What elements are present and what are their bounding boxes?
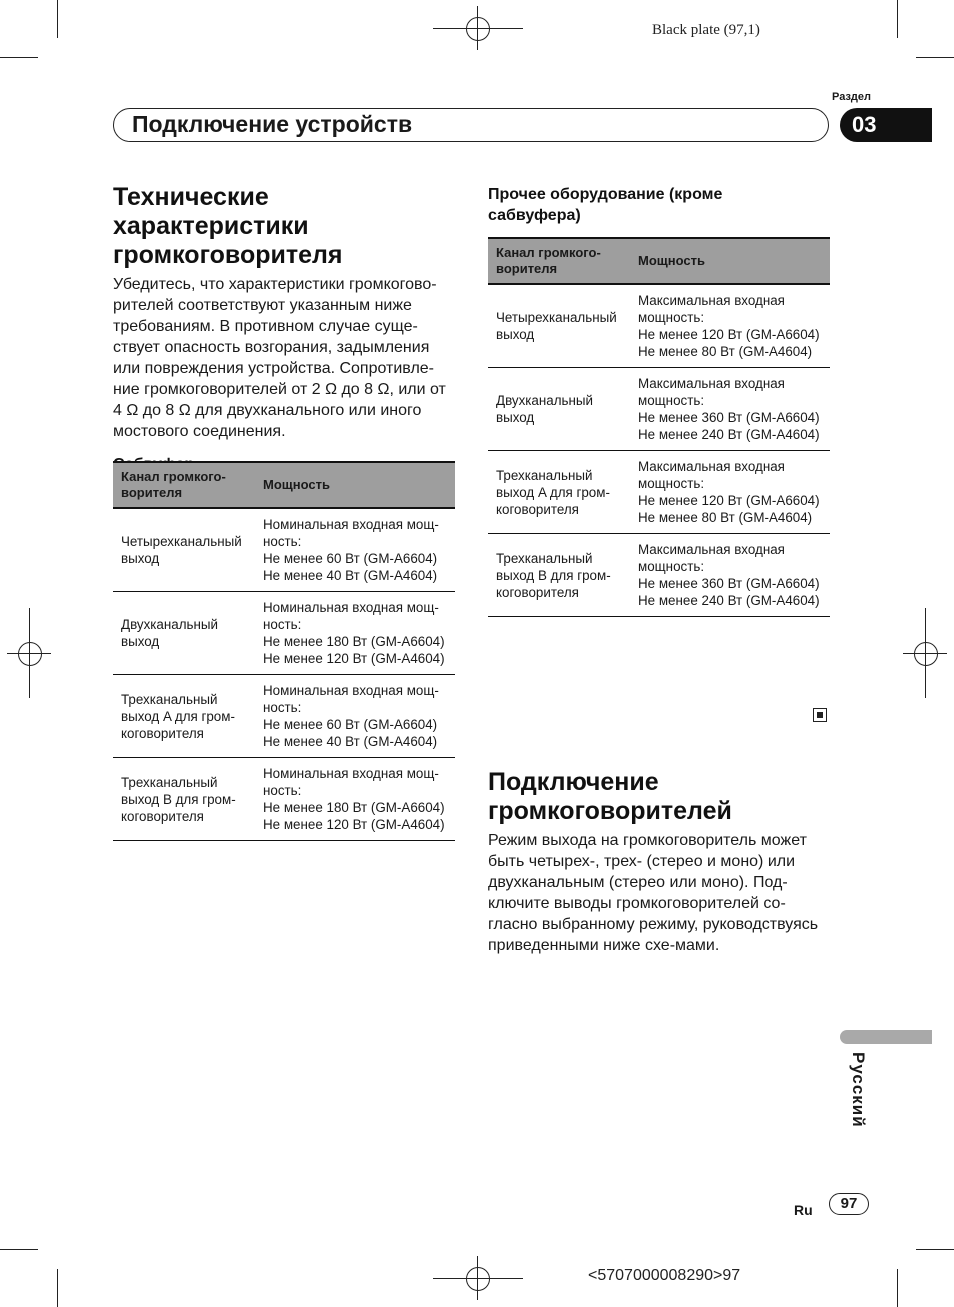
power-line: Не менее 80 Вт (GM-A4604) (638, 510, 813, 525)
cell-power (630, 368, 830, 451)
cell-power (255, 675, 455, 758)
cell-power (630, 451, 830, 534)
power-line: Не менее 120 Вт (GM-A4604) (263, 817, 445, 832)
crop-mark (0, 1249, 38, 1250)
power-line: Не менее 240 Вт (GM-A4604) (638, 593, 820, 608)
power-line: Номинальная входная мощ-ность: (263, 600, 439, 632)
registration-line (903, 653, 947, 654)
registration-target-icon (466, 1267, 490, 1291)
cell-power (255, 592, 455, 675)
cell-power (630, 284, 830, 368)
plate-label: Black plate (97,1) (652, 22, 760, 38)
column-header-channel: Канал громкого-ворителя (113, 462, 255, 508)
page-number: 97 (829, 1193, 869, 1215)
crop-mark (0, 57, 38, 58)
subwoofer-table (113, 461, 455, 841)
power-line: Максимальная входная мощность: (638, 376, 785, 408)
power-line: Номинальная входная мощ-ность: (263, 683, 439, 715)
cell-channel: Трехканальный выход B для гром-коговорителя (113, 758, 255, 841)
crop-mark (897, 1269, 898, 1307)
cell-channel: Трехканальный выход A для гром-коговорителя (113, 675, 255, 758)
power-line: Не менее 40 Вт (GM-A4604) (263, 734, 438, 749)
power-line: Максимальная входная мощность: (638, 293, 785, 325)
power-line: Номинальная входная мощ-ность: (263, 766, 439, 798)
crop-mark (916, 57, 954, 58)
cell-channel: Трехканальный выход A для гром-коговорителя (488, 451, 630, 534)
power-line: Не менее 240 Вт (GM-A4604) (638, 427, 820, 442)
crop-mark (897, 0, 898, 38)
power-line: Не менее 180 Вт (GM-A6604) (263, 800, 445, 815)
table-header-row (113, 462, 455, 508)
specs-intro: Убедитесь, что характеристики громкогово-рителей соответствуют указанным ниже требованиям. В противном случае суще-ствует опасность возгорания, задымления или повреждения устройства. Сопротивле-ние громкоговорителей от 2 Ω до 8 Ω, или от 4 Ω до 8 Ω для двухканального или иного мостового соединения. (113, 276, 446, 440)
registration-line (433, 28, 523, 29)
table-row (113, 758, 455, 841)
cell-channel: Трехканальный выход B для гром-коговорителя (488, 534, 630, 617)
language-label: Русский (849, 1052, 868, 1128)
table-row (488, 534, 830, 617)
table-row (113, 592, 455, 675)
cell-power (255, 758, 455, 841)
table-row (488, 451, 830, 534)
cell-power (630, 534, 830, 617)
page-title: Подключение устройств (113, 108, 829, 142)
power-line: Не менее 120 Вт (GM-A4604) (263, 651, 445, 666)
power-line: Не менее 60 Вт (GM-A6604) (263, 717, 438, 732)
connection-section (488, 768, 830, 956)
connection-heading: Подключение громкоговорителей (488, 768, 732, 825)
column-header-power: Мощность (630, 238, 830, 284)
connection-text: Режим выхода на громкоговоритель может быть четырех-, трех- (стерео и моно) или двухканальным (стерео или моно). Под-ключите выводы громкоговорителей со-гласно выбранному режиму, руководствуясь приведенными ниже схе-мами. (488, 832, 819, 954)
end-of-section-icon (813, 708, 827, 722)
power-line: Не менее 60 Вт (GM-A6604) (263, 551, 438, 566)
cell-power (255, 508, 455, 592)
left-column (113, 183, 455, 475)
language-code: Ru (794, 1202, 813, 1218)
power-line: Не менее 360 Вт (GM-A6604) (638, 576, 820, 591)
registration-line (477, 1256, 478, 1300)
cell-channel: Двухканальный выход (113, 592, 255, 675)
registration-line (433, 1278, 523, 1279)
power-line: Максимальная входная мощность: (638, 459, 785, 491)
power-line: Не менее 120 Вт (GM-A6604) (638, 493, 820, 508)
table-row (488, 284, 830, 368)
power-line: Не менее 120 Вт (GM-A6604) (638, 327, 820, 342)
registration-line (477, 6, 478, 50)
registration-line (7, 653, 51, 654)
table-row (488, 368, 830, 451)
registration-target-icon (466, 17, 490, 41)
power-line: Не менее 360 Вт (GM-A6604) (638, 410, 820, 425)
cell-channel: Четырехканальный выход (113, 508, 255, 592)
table-row (113, 508, 455, 592)
cell-channel: Двухканальный выход (488, 368, 630, 451)
power-line: Не менее 80 Вт (GM-A4604) (638, 344, 813, 359)
registration-target-icon (18, 642, 42, 666)
crop-mark (57, 1269, 58, 1307)
specs-heading: Технические характеристики громкоговорителя (113, 183, 343, 269)
power-line: Не менее 40 Вт (GM-A4604) (263, 568, 438, 583)
cell-channel: Четырехканальный выход (488, 284, 630, 368)
crop-mark (57, 0, 58, 38)
crop-mark (916, 1249, 954, 1250)
table-row (113, 675, 455, 758)
column-header-power: Мощность (255, 462, 455, 508)
language-tab (840, 1030, 932, 1044)
document-code: <5707000008290>97 (588, 1267, 741, 1284)
registration-target-icon (914, 642, 938, 666)
table-header-row (488, 238, 830, 284)
power-line: Номинальная входная мощ-ность: (263, 517, 439, 549)
section-number: 03 (840, 108, 932, 142)
section-label: Раздел (832, 91, 871, 103)
other-equipment-heading: Прочее оборудование (кроме сабвуфера) (488, 186, 723, 224)
power-line: Максимальная входная мощность: (638, 542, 785, 574)
power-line: Не менее 180 Вт (GM-A6604) (263, 634, 445, 649)
column-header-channel: Канал громкого-ворителя (488, 238, 630, 284)
other-equipment-table (488, 237, 830, 617)
